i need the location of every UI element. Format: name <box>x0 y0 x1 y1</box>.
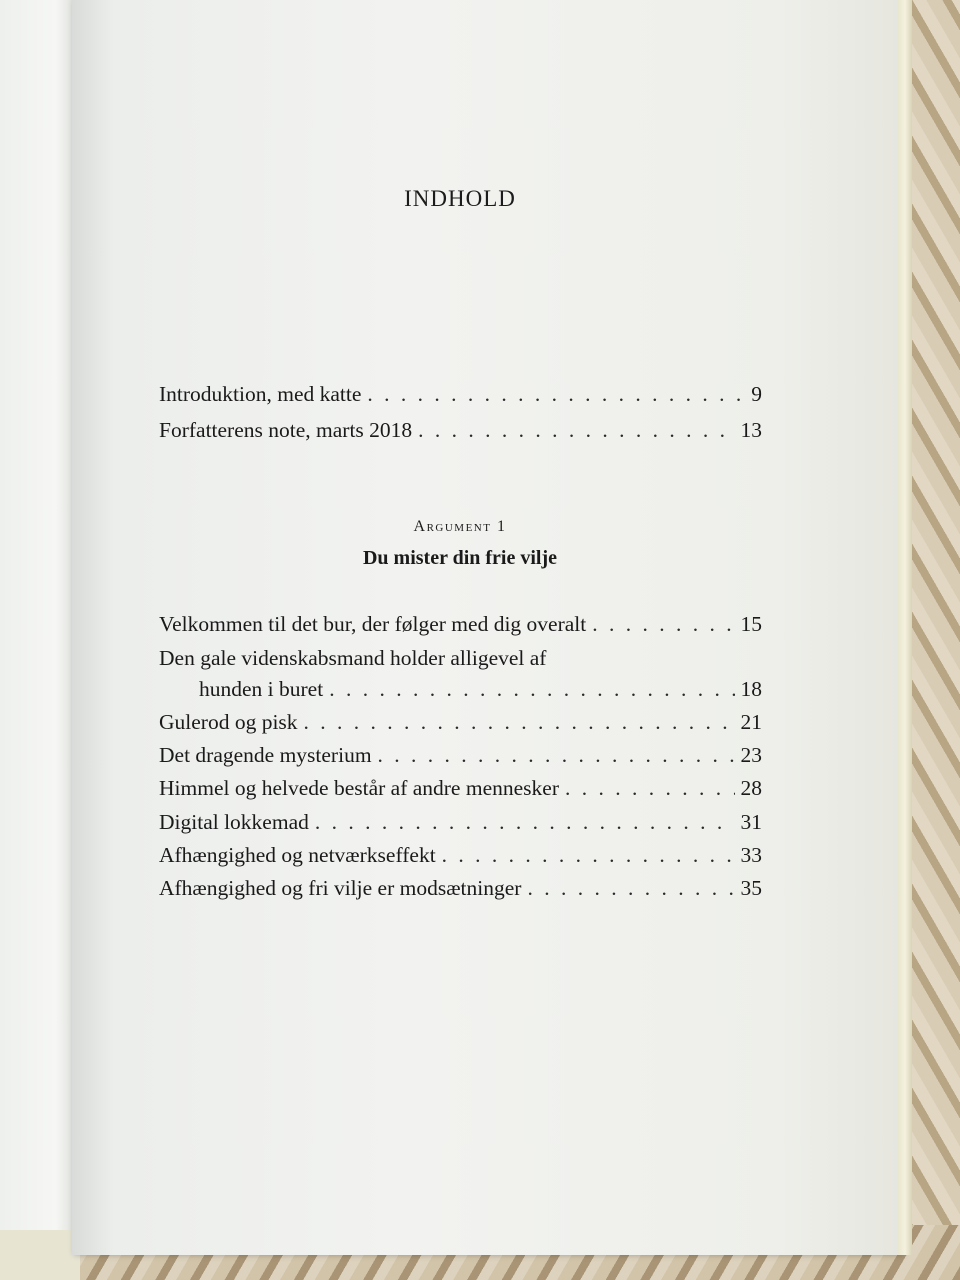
dot-leader <box>592 612 734 637</box>
toc-entry-page: 23 <box>740 743 762 767</box>
toc-entry-page: 21 <box>740 710 762 734</box>
toc-entry-page: 18 <box>740 677 762 701</box>
dot-leader <box>527 876 734 901</box>
toc-entry <box>159 876 762 906</box>
dot-leader <box>315 810 735 835</box>
dot-leader <box>442 843 735 868</box>
toc-entry <box>159 612 762 642</box>
toc-entry <box>159 418 762 448</box>
toc-entry-page: 15 <box>740 612 762 636</box>
toc-entry-title: Digital lokkemad <box>159 810 309 834</box>
toc-entry-title: Den gale videnskabsmand holder alligevel af <box>159 646 547 670</box>
toc-entry-continuation: hunden i buret <box>199 677 324 701</box>
dot-leader <box>304 710 735 735</box>
toc-entry <box>159 810 762 840</box>
toc-entry <box>159 776 762 806</box>
toc-entry-title: Introduktion, med katte <box>159 382 362 406</box>
page-title: INDHOLD <box>404 186 516 211</box>
toc-entry-title: Gulerod og pisk <box>159 710 298 734</box>
toc-entry-title: Afhængighed og netværkseffekt <box>159 843 436 867</box>
toc-entry-page: 9 <box>751 382 762 406</box>
dot-leader <box>565 776 735 801</box>
dot-leader <box>378 743 735 768</box>
toc-entry <box>159 743 762 773</box>
toc-entry <box>199 677 762 707</box>
toc-entry-page: 13 <box>740 418 762 442</box>
toc-entry-page: 28 <box>740 776 762 800</box>
dot-leader <box>418 418 734 443</box>
dot-leader <box>329 677 734 702</box>
section-label: Argument 1 <box>413 518 507 535</box>
toc-entry-page: 31 <box>740 810 762 834</box>
toc-entry-title: Afhængighed og fri vilje er modsætninger <box>159 876 522 900</box>
toc-entry <box>159 710 762 740</box>
toc-entry-title: Det dragende mysterium <box>159 743 372 767</box>
toc-entry-title: Forfatterens note, marts 2018 <box>159 418 413 442</box>
dot-leader <box>367 382 745 407</box>
toc-entry <box>159 843 762 873</box>
section-title: Du mister din frie vilje <box>362 547 558 569</box>
toc-entry-page: 35 <box>740 876 762 900</box>
toc-entry <box>159 382 762 412</box>
toc-entry-title: Himmel og helvede består af andre mennesker <box>159 776 559 800</box>
toc-entry-page: 33 <box>740 843 762 867</box>
previous-page-edge <box>0 1230 80 1280</box>
toc-entry-title: Velkommen til det bur, der følger med dig overalt <box>159 612 587 636</box>
